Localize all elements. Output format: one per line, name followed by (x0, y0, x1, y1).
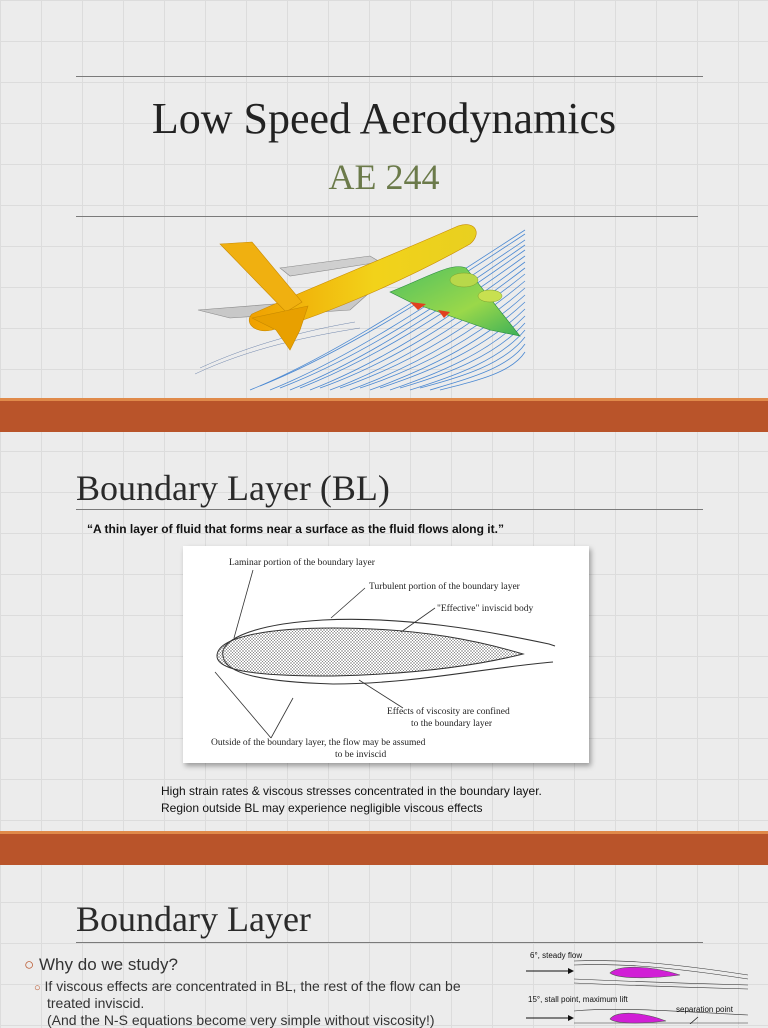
bullet-text-why: Why do we study? (39, 955, 178, 974)
note-outside-region: Region outside BL may experience negligible viscous effects (161, 801, 483, 815)
title-bottom-rule (76, 216, 698, 217)
section-rule (76, 509, 703, 510)
label-laminar: Laminar portion of the boundary layer (229, 558, 375, 568)
note-strain-rates: High strain rates & viscous stresses concentrated in the boundary layer. (161, 784, 542, 798)
bullet-level2 (34, 978, 461, 994)
label-outside: Outside of the boundary layer, the flow may be assumed (211, 738, 426, 748)
bullet-level2-cont-2: (And the N-S equations become very simple without viscosity!) (47, 1012, 435, 1028)
bullet-level2-cont: treated inviscid. (47, 995, 145, 1011)
definition-quote: “A thin layer of fluid that forms near a surface as the fluid flows along it.” (87, 522, 504, 536)
section-title-bl: Boundary Layer (BL) (76, 468, 390, 508)
section-title-boundary-layer: Boundary Layer (76, 899, 311, 939)
slide-divider (0, 401, 768, 432)
section-rule-2 (76, 942, 703, 943)
airfoil-diagram (183, 546, 589, 763)
airfoil-boundary-layer-figure (183, 546, 589, 763)
title-top-rule (76, 76, 703, 77)
label-steady-flow: 6°, steady flow (530, 951, 583, 960)
label-viscosity: Effects of viscosity are confined (387, 707, 510, 717)
ring-bullet-icon: ○ (24, 955, 35, 974)
label-turbulent: Turbulent portion of the boundary layer (369, 582, 520, 592)
label-viscosity-2: to the boundary layer (411, 719, 492, 729)
slide-divider-2 (0, 834, 768, 865)
label-effective-body: "Effective" inviscid body (437, 604, 534, 614)
label-stall-point: 15°, stall point, maximum lift (528, 995, 628, 1004)
aircraft-cfd-image (190, 218, 530, 394)
airfoil-stall-figure (520, 945, 768, 1024)
label-separation-point: separation point (676, 1005, 733, 1014)
bullet-level1 (24, 955, 178, 975)
bullet-text-line1: If viscous effects are concentrated in BL, the rest of the flow can be (44, 978, 461, 994)
label-outside-2: to be inviscid (335, 750, 387, 760)
course-code: AE 244 (328, 157, 440, 197)
ring-bullet-icon-small: ○ (34, 982, 41, 994)
slide-title: Low Speed Aerodynamics (151, 94, 617, 143)
